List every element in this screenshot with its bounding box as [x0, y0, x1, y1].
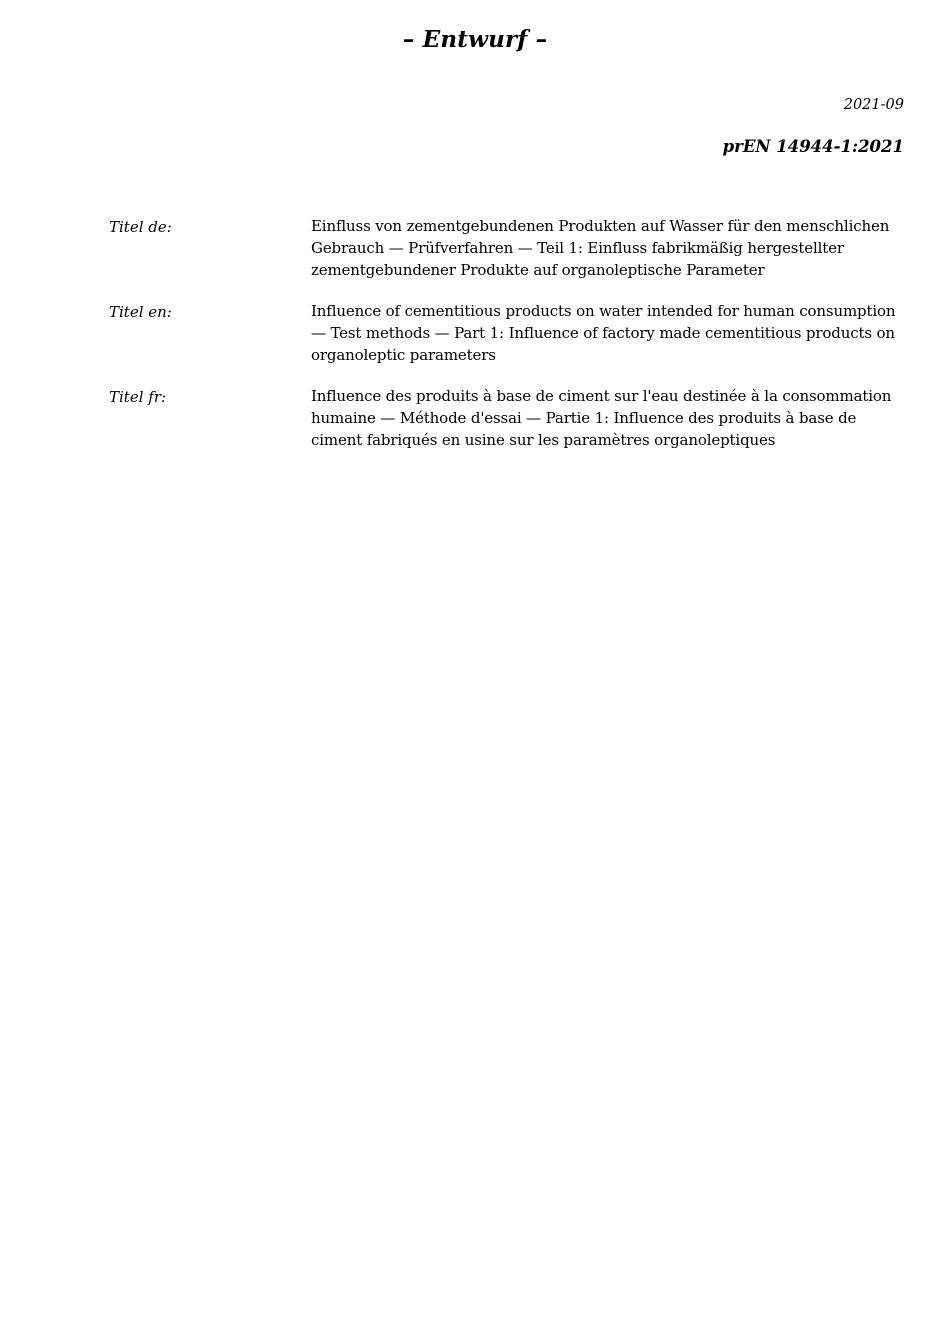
title-row-fr [109, 385, 909, 451]
draft-heading: – Entwurf – [402, 26, 548, 53]
title-row-en [109, 300, 909, 366]
title-text-fr: Influence des produits à base de ciment sur l'eau destinée à la consommation humaine — Méthode d'essai — Partie 1: Influence des produits à base de ciment fabriqués en usine sur les paramètres organoleptiques [311, 387, 892, 449]
title-table [109, 215, 909, 470]
document-date: 2021-09 [843, 97, 904, 113]
title-row-de [109, 215, 909, 281]
title-text-en: Influence of cementitious products on water intended for human consumption — Test methods — Part 1: Influence of factory made cementitious products on organoleptic parameters [311, 302, 896, 364]
title-label-fr: Titel fr: [109, 388, 167, 406]
document-number: prEN 14944-1:2021 [722, 137, 904, 156]
title-text-de: Einfluss von zementgebundenen Produkten auf Wasser für den menschlichen Gebrauch — Prüfverfahren — Teil 1: Einfluss fabrikmäßig hergestellter zementgebundener Produkte auf organoleptische Parameter [311, 217, 890, 279]
title-label-de: Titel de: [109, 218, 172, 236]
title-label-en: Titel en: [109, 303, 172, 321]
